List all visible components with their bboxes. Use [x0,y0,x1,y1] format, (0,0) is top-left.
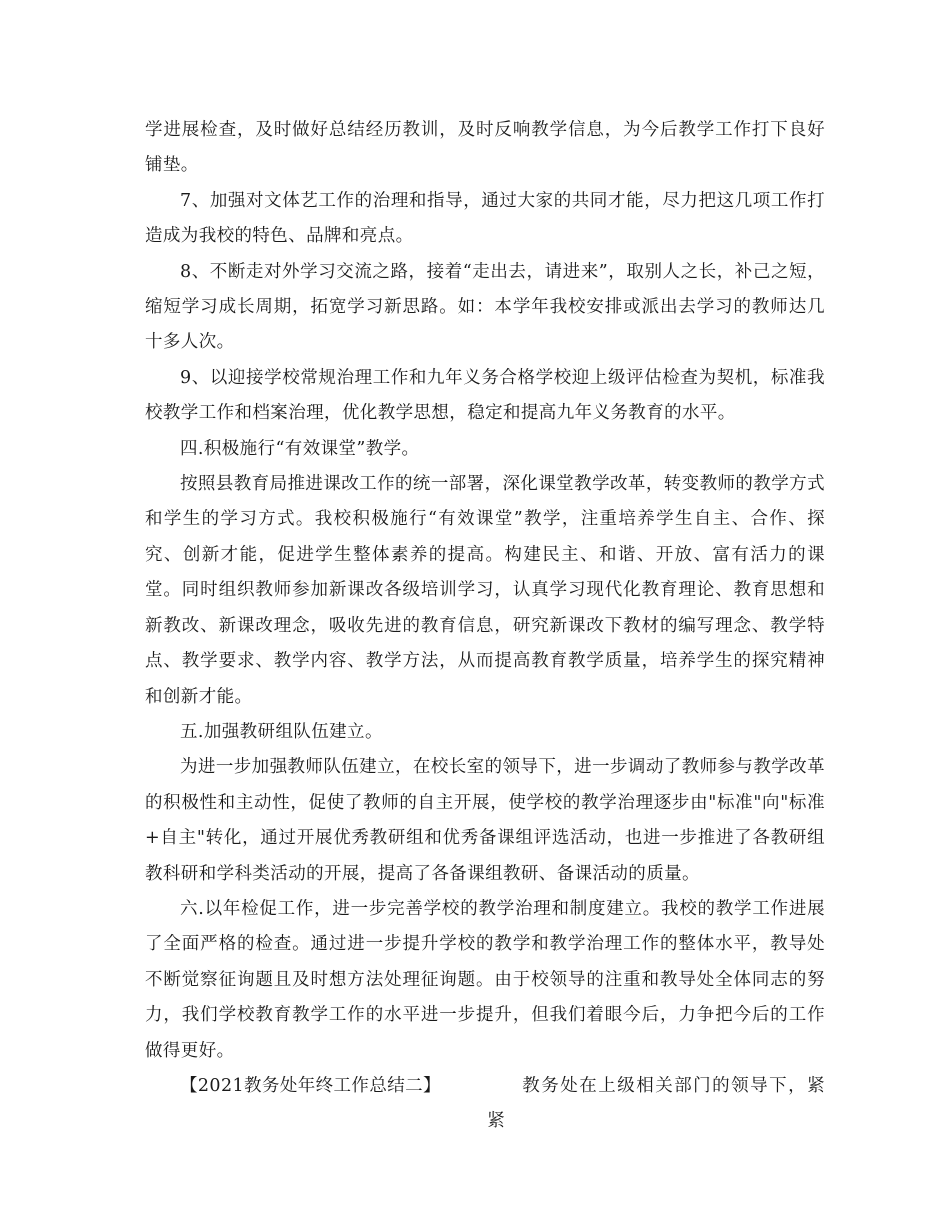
closing-line [145,1069,825,1140]
paragraph-teaching-team: 为进一步加强教师队伍建立，在校长室的领导下，进一步调动了教师参与教学改革的积极性和主动性，促使了教师的自主开展，使学校的教学治理逐步由"标准"向"标准+自主"转化，通过开展优秀教研组和优秀备课组评选活动，也进一步推进了各教研组教科研和学科类活动的开展，提高了各备课组教研、备课活动的质量。 [145,757,825,884]
closing-title: 【2021教务处年终工作总结二】 [180,1075,441,1096]
section-heading-4: 四.积极施行“有效课堂”教学。 [180,438,420,459]
paragraph-annual-inspection: 六.以年检促工作，进一步完善学校的教学治理和制度建立。我校的教学工作进展了全面严格的检查。通过进一步提升学校的教学和教学治理工作的整体水平，教导处不断觉察征询题且及时想方法处理征询题。由于校领导的注重和教导处全体同志的努力，我们学校教育教学工作的水平进一步提升，但我们着眼今后，力争把今后的工作做得更好。 [145,898,825,1061]
closing-gap [440,1069,488,1140]
document-body [145,113,825,1140]
section-heading-5: 五.加强教研组队伍建立。 [180,721,383,742]
paragraph-item-9: 9、以迎接学校常规治理工作和九年义务合格学校迎上级评估检查为契机，标准我校教学工作和档案治理，优化教学思想，稳定和提高九年义务教育的水平。 [145,367,825,424]
paragraph-continuation: 学进展检查，及时做好总结经历教训，及时反响教学信息，为今后教学工作打下良好铺垫。 [145,120,825,176]
paragraph-item-7: 7、加强对文体艺工作的治理和指导，通过大家的共同才能，尽力把这几项工作打造成为我校的特色、品牌和亮点。 [145,190,825,247]
paragraph-item-8: 8、不断走对外学习交流之路，接着“走出去，请进来”，取别人之长，补己之短，缩短学习成长周期，拓宽学习新思路。如：本学年我校安排或派出去学习的教师达几十多人次。 [145,261,825,353]
closing-text: 教务处在上级相关部门的领导下，紧紧 [487,1075,825,1132]
paragraph-effective-classroom: 按照县教育局推进课改工作的统一部署，深化课堂教学改革，转变教师的教学方式和学生的学习方式。我校积极施行“有效课堂”教学，注重培养学生自主、合作、探究、创新才能，促进学生整体素养的提高。构建民主、和谐、开放、富有活力的课堂。同时组织教师参加新课改各级培训学习，认真学习现代化教育理论、教育思想和新教改、新课改理念，吸收先进的教育信息，研究新课改下教材的编写理念、教学特点、教学要求、教学内容、教学方法，从而提高教育教学质量，培养学生的探究精神和创新才能。 [145,474,825,707]
